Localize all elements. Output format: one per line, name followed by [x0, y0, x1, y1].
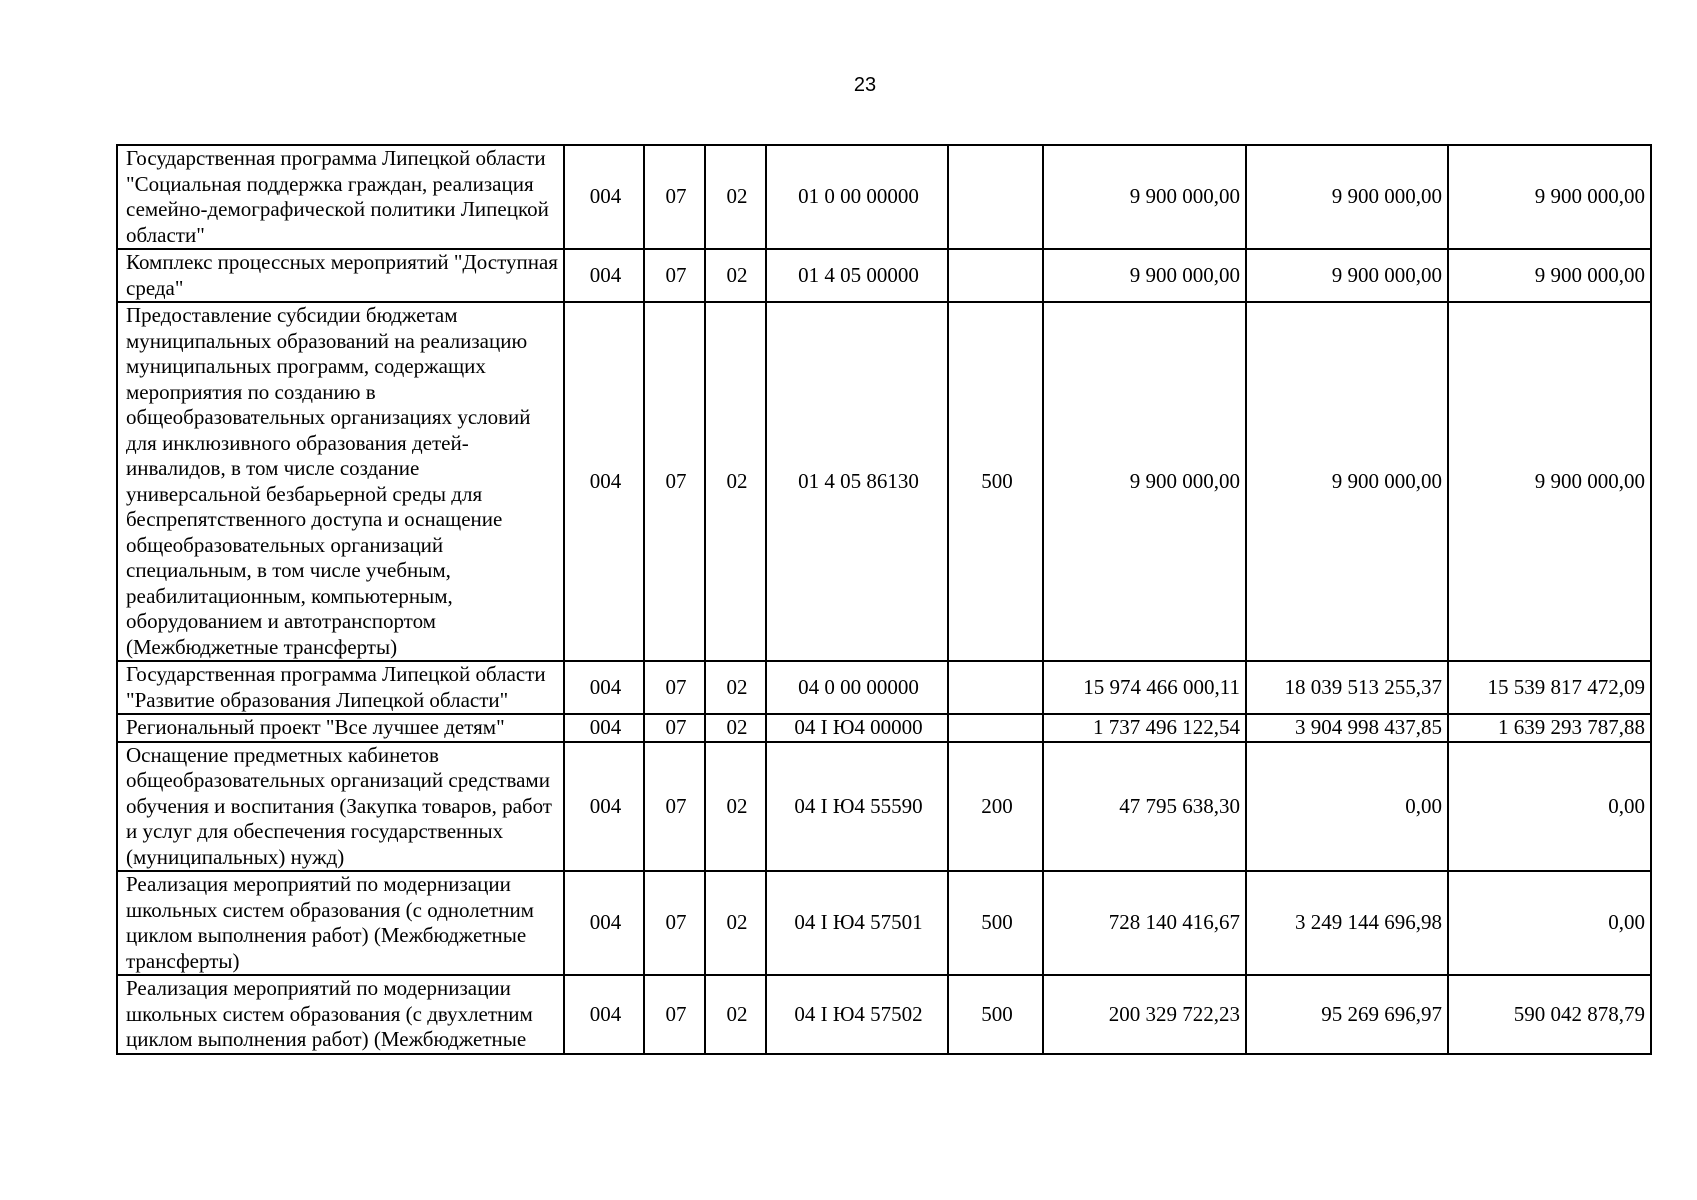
- section-code: 07: [644, 714, 705, 742]
- sum-year-3: 9 900 000,00: [1448, 249, 1651, 302]
- subsection-code: 02: [705, 975, 766, 1054]
- section-code: 07: [644, 871, 705, 975]
- sum-year-1: 9 900 000,00: [1043, 145, 1246, 249]
- expense-type-code: [948, 661, 1043, 714]
- subsection-code: 02: [705, 714, 766, 742]
- section-code: 07: [644, 742, 705, 872]
- sum-year-2: 9 900 000,00: [1246, 249, 1448, 302]
- ministry-code: 004: [564, 871, 644, 975]
- sum-year-1: 1 737 496 122,54: [1043, 714, 1246, 742]
- section-code: 07: [644, 302, 705, 661]
- page-number: 23: [853, 74, 877, 96]
- subsection-code: 02: [705, 145, 766, 249]
- target-article-code: 04 I Ю4 57501: [766, 871, 948, 975]
- row-name: Реализация мероприятий по модернизации школьных систем образования (с однолетним циклом выполнения работ) (Межбюджетные трансферты): [117, 871, 564, 975]
- sum-year-1: 9 900 000,00: [1043, 302, 1246, 661]
- subsection-code: 02: [705, 742, 766, 872]
- row-name: Реализация мероприятий по модернизации школьных систем образования (с двухлетним циклом выполнения работ) (Межбюджетные: [126, 976, 533, 1051]
- table-row: [117, 871, 1651, 975]
- ministry-code: 004: [564, 661, 644, 714]
- target-article-code: 01 4 05 86130: [766, 302, 948, 661]
- target-article-code: 01 4 05 00000: [766, 249, 948, 302]
- ministry-code: 004: [564, 975, 644, 1054]
- expense-type-code: [948, 145, 1043, 249]
- sum-year-3: 0,00: [1448, 742, 1651, 872]
- row-name: Предоставление субсидии бюджетам муниципальных образований на реализацию муниципальных программ, содержащих мероприятия по созданию в общеобразовательных организациях условий для инклюзивного образования детей-инвалидов, в том числе создание универсальной безбарьерной среды для беспрепятственного доступа и оснащение общеобразовательных организаций специальным, в том числе учебным, реабилитационным, компьютерным, оборудованием и автотранспортом (Межбюджетные трансферты): [117, 302, 564, 661]
- ministry-code: 004: [564, 742, 644, 872]
- row-name: Региональный проект "Все лучшее детям": [117, 714, 564, 742]
- table-row: [117, 302, 1651, 661]
- row-name: Государственная программа Липецкой области "Социальная поддержка граждан, реализация семейно-демографической политики Липецкой области": [117, 145, 564, 249]
- sum-year-3: 9 900 000,00: [1448, 302, 1651, 661]
- target-article-code: 04 I Ю4 55590: [766, 742, 948, 872]
- expense-type-code: 500: [948, 302, 1043, 661]
- sum-year-2: 9 900 000,00: [1246, 302, 1448, 661]
- table-row: [117, 714, 1651, 742]
- row-name: Государственная программа Липецкой области "Развитие образования Липецкой области": [117, 661, 564, 714]
- ministry-code: 004: [564, 145, 644, 249]
- expense-type-code: 500: [948, 871, 1043, 975]
- sum-year-3: 9 900 000,00: [1448, 145, 1651, 249]
- section-code: 07: [644, 145, 705, 249]
- expense-type-code: 200: [948, 742, 1043, 872]
- ministry-code: 004: [564, 714, 644, 742]
- section-code: 07: [644, 975, 705, 1054]
- target-article-code: 04 I Ю4 00000: [766, 714, 948, 742]
- row-name: Оснащение предметных кабинетов общеобразовательных организаций средствами обучения и воспитания (Закупка товаров, работ и услуг для обеспечения государственных (муниципальных) нужд): [117, 742, 564, 872]
- sum-year-2: 3 249 144 696,98: [1246, 871, 1448, 975]
- sum-year-1: 15 974 466 000,11: [1043, 661, 1246, 714]
- table-row: [117, 145, 1651, 249]
- expense-type-code: [948, 249, 1043, 302]
- sum-year-1: 9 900 000,00: [1043, 249, 1246, 302]
- sum-year-2: 95 269 696,97: [1246, 975, 1448, 1054]
- section-code: 07: [644, 661, 705, 714]
- target-article-code: 01 0 00 00000: [766, 145, 948, 249]
- row-name: Комплекс процессных мероприятий "Доступная среда": [117, 249, 564, 302]
- subsection-code: 02: [705, 871, 766, 975]
- sum-year-3: 0,00: [1448, 871, 1651, 975]
- sum-year-1: 47 795 638,30: [1043, 742, 1246, 872]
- section-code: 07: [644, 249, 705, 302]
- sum-year-2: 0,00: [1246, 742, 1448, 872]
- table-row: [117, 249, 1651, 302]
- subsection-code: 02: [705, 661, 766, 714]
- subsection-code: 02: [705, 302, 766, 661]
- target-article-code: 04 0 00 00000: [766, 661, 948, 714]
- ministry-code: 004: [564, 302, 644, 661]
- sum-year-3: 15 539 817 472,09: [1448, 661, 1651, 714]
- target-article-code: 04 I Ю4 57502: [766, 975, 948, 1054]
- expense-type-code: 500: [948, 975, 1043, 1054]
- ministry-code: 004: [564, 249, 644, 302]
- sum-year-2: 18 039 513 255,37: [1246, 661, 1448, 714]
- table-row: [117, 661, 1651, 714]
- expense-type-code: [948, 714, 1043, 742]
- sum-year-3: 590 042 878,79: [1448, 975, 1651, 1054]
- budget-table: [116, 144, 1652, 1055]
- sum-year-1: 728 140 416,67: [1043, 871, 1246, 975]
- sum-year-2: 9 900 000,00: [1246, 145, 1448, 249]
- subsection-code: 02: [705, 249, 766, 302]
- sum-year-3: 1 639 293 787,88: [1448, 714, 1651, 742]
- sum-year-2: 3 904 998 437,85: [1246, 714, 1448, 742]
- sum-year-1: 200 329 722,23: [1043, 975, 1246, 1054]
- table-row: [117, 742, 1651, 872]
- table-row: [117, 975, 1651, 1054]
- row-name-cell: [117, 975, 564, 1054]
